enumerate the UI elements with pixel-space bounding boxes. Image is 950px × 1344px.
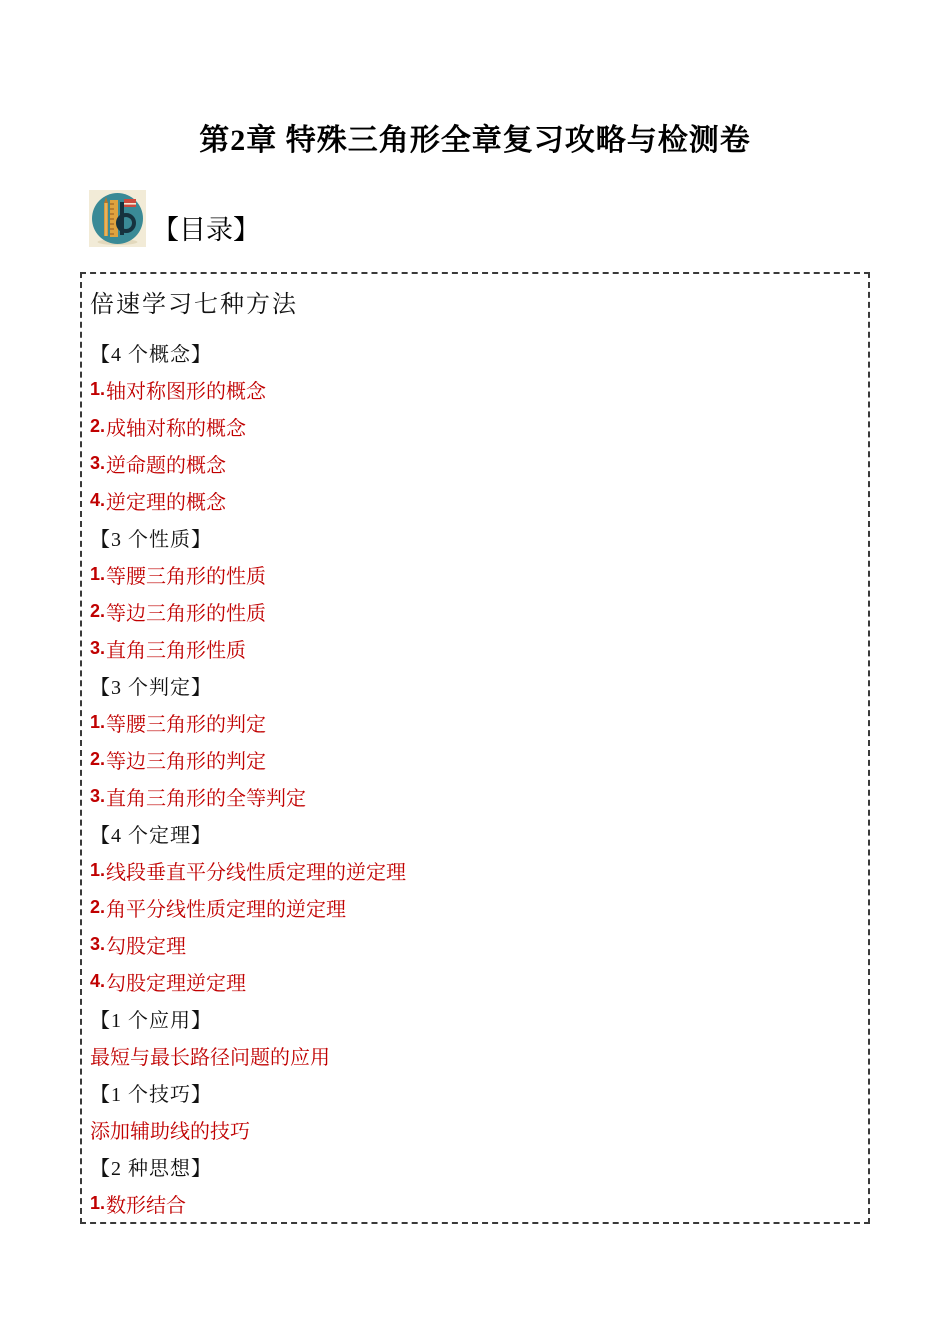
outline-item-label: 直角三角形性质	[106, 640, 247, 662]
outline-item	[90, 778, 856, 815]
outline-section-label: 【4 个定理】	[90, 825, 212, 847]
outline-item	[90, 556, 856, 593]
outline-section	[90, 1000, 856, 1037]
outline-item-number: 3.	[90, 638, 106, 658]
outline-item-label: 轴对称图形的概念	[106, 381, 267, 403]
outline-item	[90, 926, 856, 963]
toc-label: 【目录】	[152, 215, 260, 245]
outline-item-label: 勾股定理逆定理	[106, 973, 247, 995]
outline-item-number: 1.	[90, 712, 106, 732]
outline-item-number: 4.	[90, 971, 106, 991]
outline-section	[90, 334, 856, 371]
outline-section-label: 【3 个性质】	[90, 529, 212, 551]
outline-item-number: 3.	[90, 934, 106, 954]
outline-item	[90, 741, 856, 778]
outline-item-label: 等腰三角形的判定	[106, 714, 267, 736]
outline-item	[90, 408, 856, 445]
outline-item	[90, 482, 856, 519]
outline-item-number: 2.	[90, 749, 106, 769]
outline-box	[80, 272, 870, 1224]
outline-section	[90, 1074, 856, 1111]
outline-item-label: 角平分线性质定理的逆定理	[106, 899, 347, 921]
outline-item	[90, 889, 856, 926]
outline-item-label: 线段垂直平分线性质定理的逆定理	[106, 862, 407, 884]
outline-item-label: 数形结合	[106, 1195, 187, 1217]
outline-section-label: 【4 个概念】	[90, 344, 212, 366]
outline-section-label: 【1 个技巧】	[90, 1084, 212, 1106]
outline-item-number: 1.	[90, 564, 106, 584]
outline-item-number: 2.	[90, 601, 106, 621]
outline-item	[90, 963, 856, 1000]
outline-section	[90, 815, 856, 852]
outline-section-label: 【2 种思想】	[90, 1158, 212, 1180]
outline-section	[90, 667, 856, 704]
outline-item-label: 等边三角形的性质	[106, 603, 267, 625]
outline-item-number: 2.	[90, 897, 106, 917]
outline-section-label: 【1 个应用】	[90, 1010, 212, 1032]
outline-item-number: 1.	[90, 379, 106, 399]
outline-item-label: 成轴对称的概念	[106, 418, 247, 440]
outline-item	[90, 593, 856, 630]
outline-item-label: 最短与最长路径问题的应用	[90, 1047, 330, 1069]
outline-item	[90, 852, 856, 889]
outline-item-label: 等边三角形的判定	[106, 751, 267, 773]
outline-item-number: 2.	[90, 416, 106, 436]
drawing-tools-icon	[89, 190, 146, 247]
outline-item-number: 4.	[90, 490, 106, 510]
toc-heading-row	[89, 190, 260, 247]
outline-item	[90, 371, 856, 408]
outline-item-label: 添加辅助线的技巧	[90, 1121, 250, 1143]
document-title: 第2章 特殊三角形全章复习攻略与检测卷	[199, 124, 751, 157]
outline-item	[90, 630, 856, 667]
outline-item	[90, 445, 856, 482]
outline-section	[90, 1148, 856, 1185]
outline-item	[90, 1111, 856, 1148]
outline-item-label: 直角三角形的全等判定	[106, 788, 307, 810]
outline-section	[90, 519, 856, 556]
outline-item-number: 1.	[90, 1193, 106, 1213]
outline-item-number: 1.	[90, 860, 106, 880]
outline-item-label: 逆定理的概念	[106, 492, 227, 514]
outline-item-label: 勾股定理	[106, 936, 187, 958]
outline-item	[90, 704, 856, 741]
outline-item-label: 逆命题的概念	[106, 455, 227, 477]
outline-item-label: 等腰三角形的性质	[106, 566, 267, 588]
outline-item-number: 3.	[90, 786, 106, 806]
outline-section-label: 【3 个判定】	[90, 677, 212, 699]
outline-heading: 倍速学习七种方法	[90, 292, 298, 318]
outline-item	[90, 1185, 856, 1222]
outline-item-number: 3.	[90, 453, 106, 473]
outline-item	[90, 1037, 856, 1074]
